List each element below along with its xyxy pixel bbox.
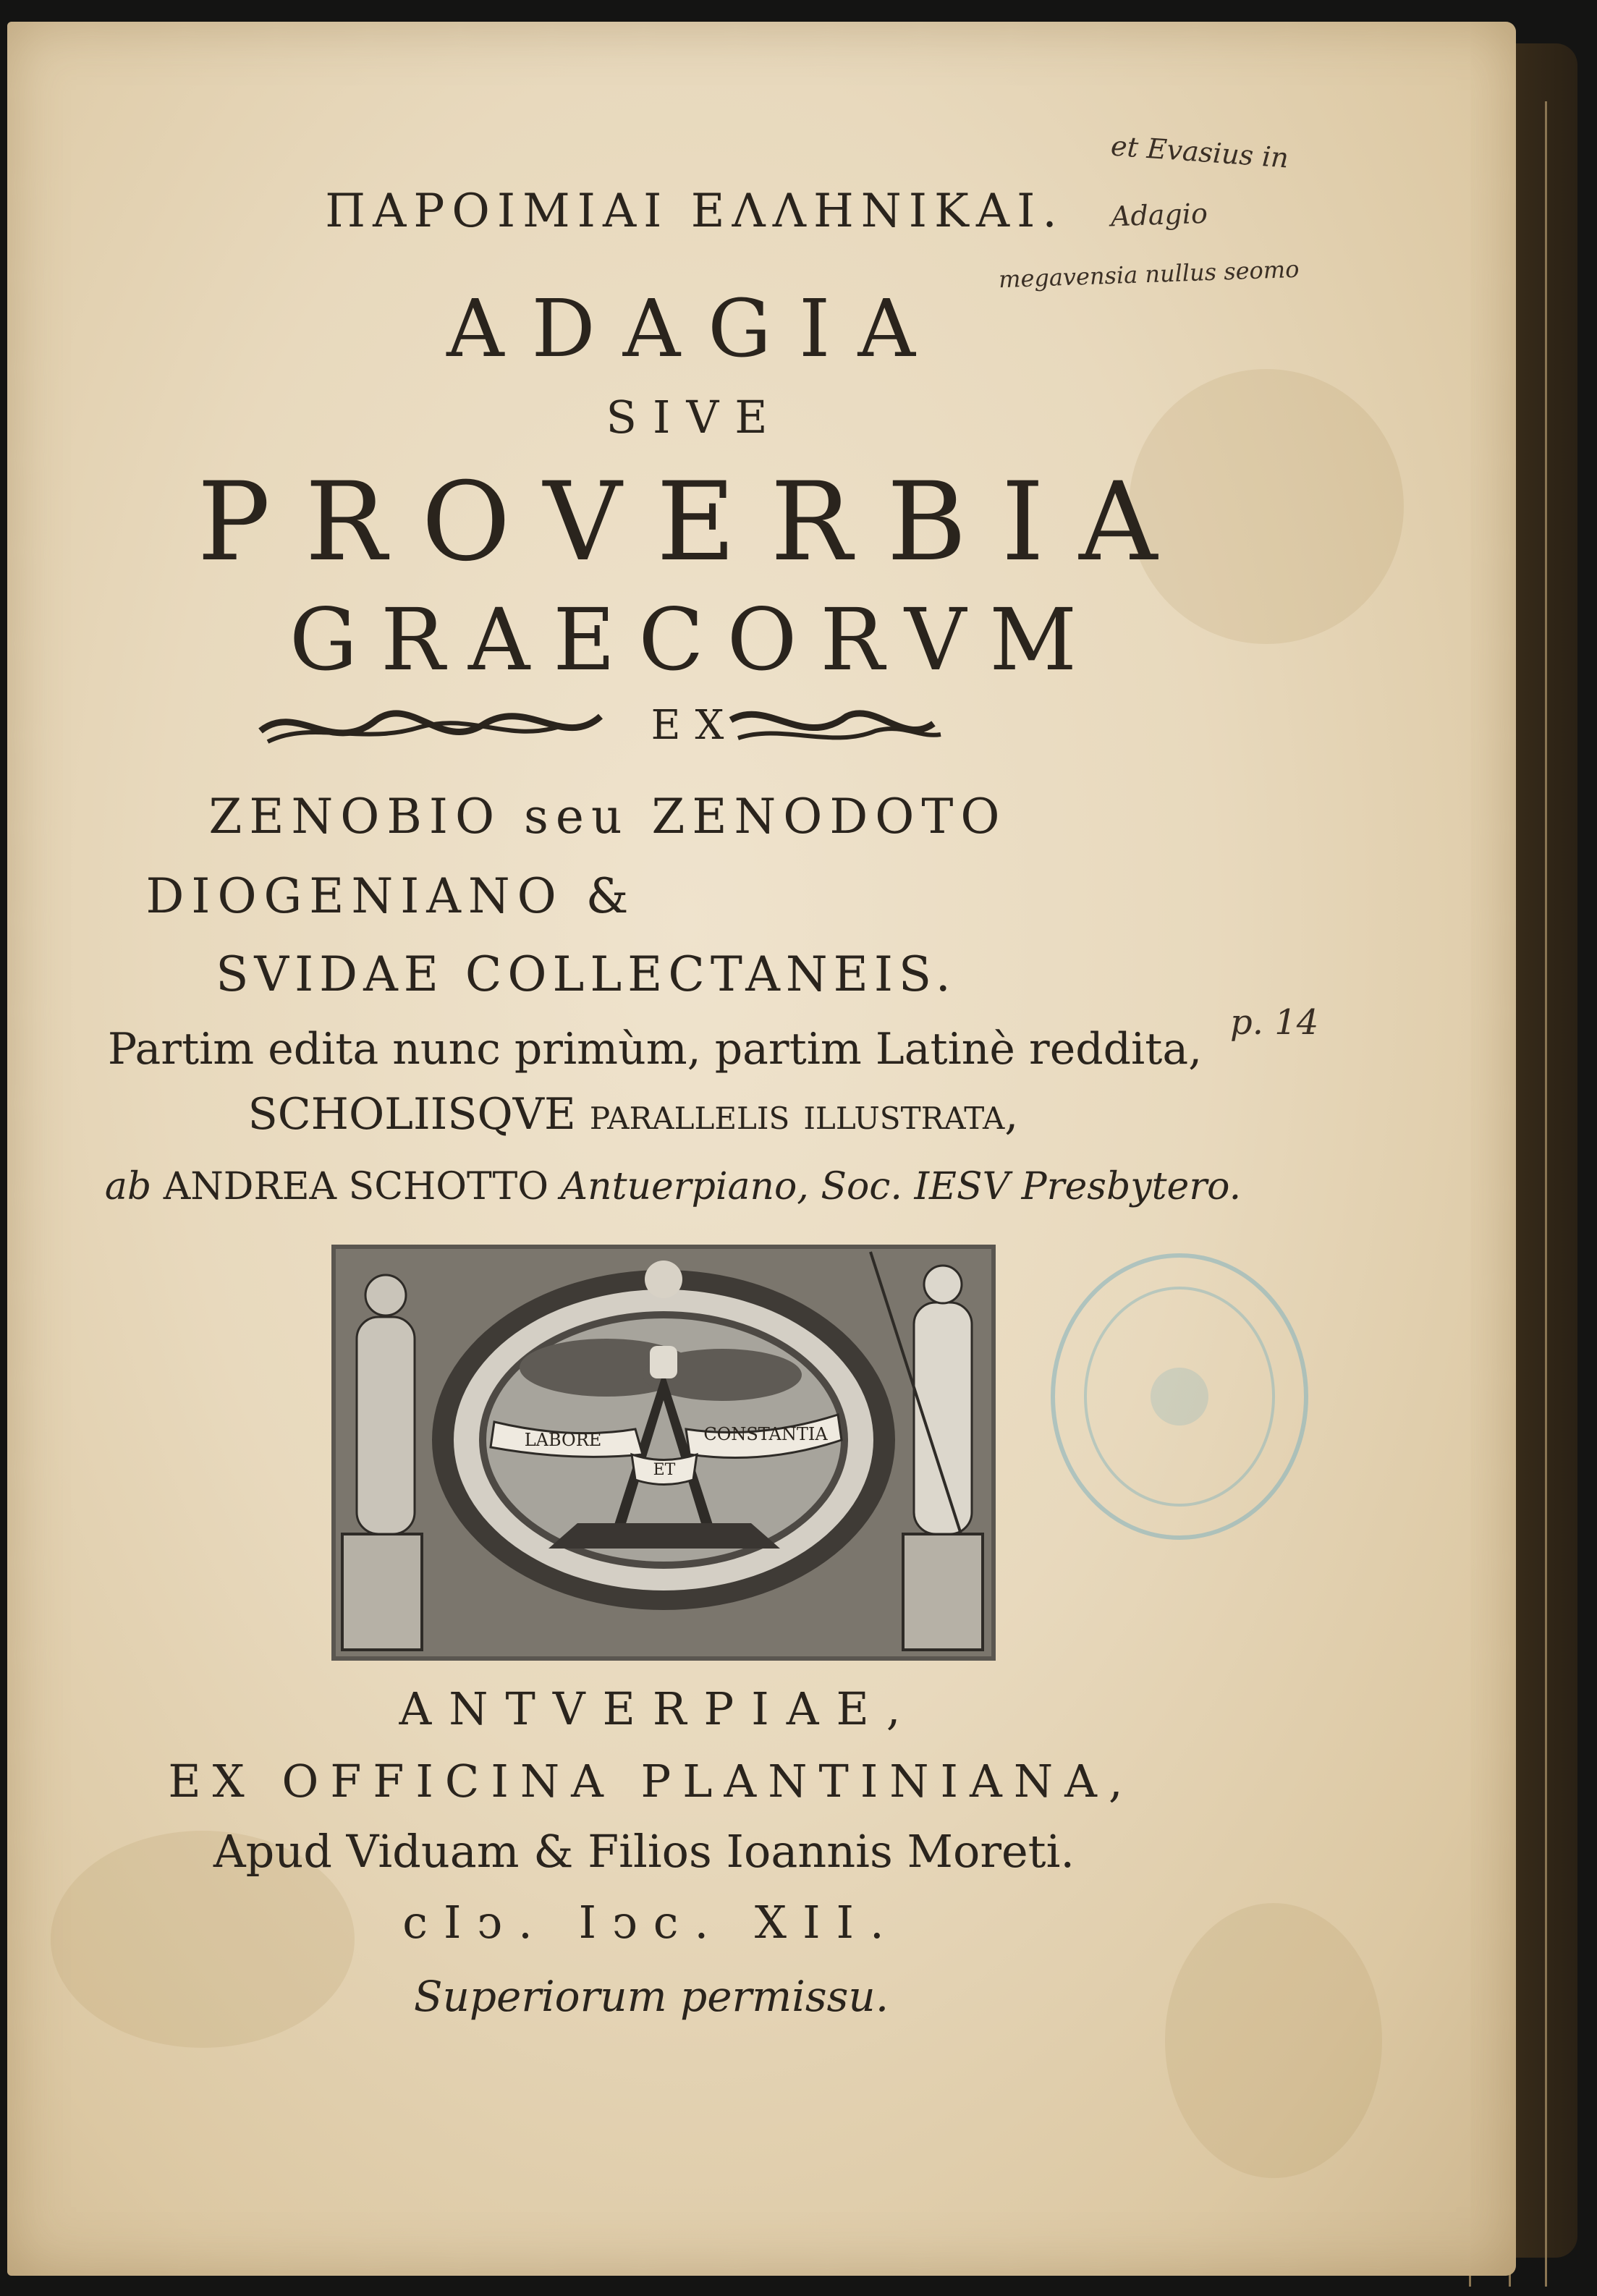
sive-line: SIVE bbox=[606, 391, 784, 444]
crossed-out-inscription bbox=[253, 687, 948, 767]
greek-title: ΠΑΡΟΙΜΙΑΙ ΕΛΛΗΝΙΚΑΙ. bbox=[325, 185, 1064, 238]
scribble-stroke bbox=[731, 713, 933, 730]
permission-line: Superiorum permissu. bbox=[413, 1972, 889, 2021]
handwritten-page-reference: p. 14 bbox=[1230, 1002, 1319, 1043]
device-motto-right: CONSTANTIA bbox=[703, 1424, 828, 1444]
stamp-center bbox=[1151, 1368, 1208, 1426]
imprint-printer: Apud Viduam & Filios Ioannis Moreti. bbox=[213, 1825, 1075, 1878]
description-line-1: Partim edita nunc primùm, partim Latinè reddita, bbox=[107, 1024, 1203, 1075]
scribble-stroke bbox=[738, 729, 941, 738]
left-pedestal bbox=[342, 1534, 422, 1650]
device-motto-left: LABORE bbox=[524, 1430, 602, 1450]
laborer-head-icon bbox=[365, 1275, 406, 1316]
library-stamp bbox=[1042, 1245, 1317, 1549]
description-line-2: SCHOLIISQVE parallelis illustrata, bbox=[247, 1089, 1019, 1140]
main-title: ADAGIA bbox=[446, 282, 943, 375]
handwritten-note-line-3: megavensia nullus seomo bbox=[998, 255, 1300, 294]
source-line-1: ZENOBIO seu ZENODOTO bbox=[208, 789, 1007, 844]
author-name: ANDREA SCHOTTO bbox=[163, 1165, 548, 1208]
right-pedestal bbox=[903, 1534, 983, 1650]
source-line-3: SVIDAE COLLECTANEIS. bbox=[216, 946, 957, 1002]
printers-device-engraving bbox=[331, 1245, 996, 1661]
device-motto-center: ET bbox=[653, 1461, 676, 1479]
laborer-figure bbox=[357, 1317, 415, 1534]
graecorum-line: GRAECORVM bbox=[289, 590, 1101, 690]
author-line bbox=[0, 1165, 1360, 1208]
source-line-2: DIOGENIANO & bbox=[145, 868, 636, 924]
device-ground bbox=[548, 1523, 780, 1549]
author-prefix: ab bbox=[104, 1165, 152, 1208]
author-suffix: Antuerpiano, Soc. IESV Presbytero. bbox=[560, 1165, 1242, 1208]
handwritten-note-line-2: Adagio bbox=[1110, 197, 1208, 233]
page-edge-line bbox=[1545, 101, 1547, 2287]
proverbia-line: PROVERBIA bbox=[197, 459, 1193, 585]
ex-line: EX bbox=[651, 702, 739, 749]
paper-page bbox=[7, 22, 1516, 2276]
constancy-head-icon bbox=[924, 1266, 962, 1303]
handwritten-note-line-1: et Evasius in bbox=[1109, 130, 1290, 174]
imprint-city: ANTVERPIAE, bbox=[399, 1682, 918, 1735]
imprint-office: EX OFFICINA PLANTINIANA, bbox=[168, 1755, 1135, 1808]
hand-icon bbox=[650, 1346, 677, 1378]
imprint-year: cIↄ. Iↄc. XII. bbox=[402, 1896, 900, 1949]
cherub-head-icon bbox=[645, 1261, 682, 1298]
